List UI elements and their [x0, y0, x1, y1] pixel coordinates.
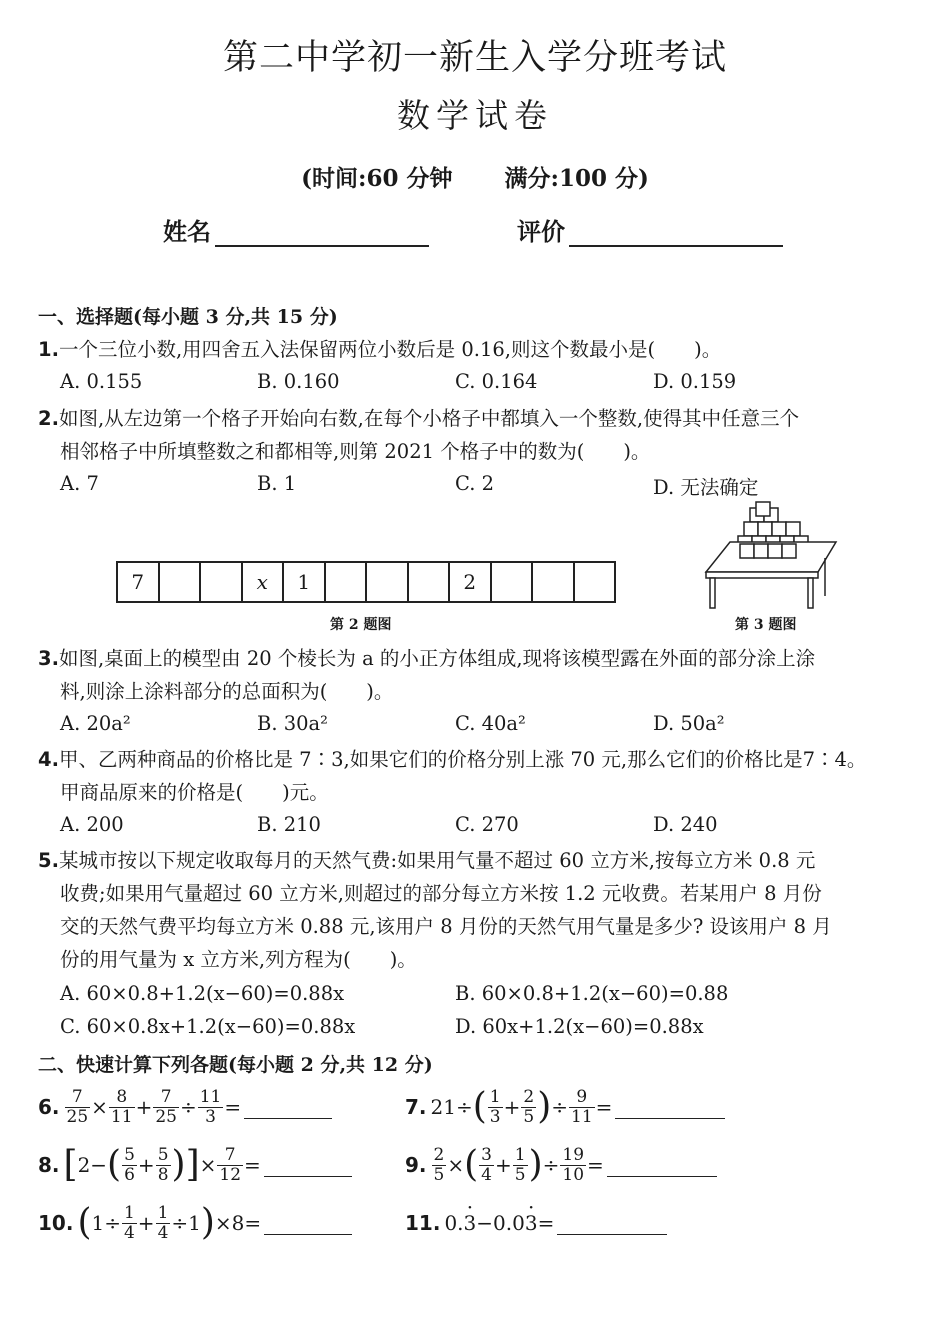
grid-cell: [575, 563, 615, 601]
question-10: 10. ( 1÷ $\frac{1}{4}$ + $\frac{1}{4}$ ÷1 ) ×8=: [38, 1198, 352, 1248]
score-blank[interactable]: [569, 217, 783, 247]
q7-number: 7.: [405, 1095, 427, 1119]
question-9: 9. $\frac{2}{5}$ × ( $\frac{3}{4}$ + $\frac{1}{5}$ ) ÷ $\frac{19}{10}$ =: [405, 1140, 717, 1190]
grid-cell: 1: [284, 563, 326, 601]
cube-table-figure: [700, 500, 840, 612]
q2-line-1: 如图,从左边第一个格子开始向右数,在每个小格子中都填入一个整数,使得其中任意三个: [58, 407, 800, 430]
q3-line-1: 如图,桌面上的模型由 20 个棱长为 a 的小正方体组成,现将该模型露在外面的部分涂上涂: [58, 647, 816, 670]
q4-option-b: B. 210: [257, 813, 321, 836]
q1-number: 1.: [38, 338, 59, 361]
q4-option-c: C. 270: [455, 813, 519, 836]
name-field: [163, 212, 429, 247]
section-2-title: 二、快速计算下列各题(每小题 2 分,共 12 分): [38, 1054, 433, 1076]
q10-answer-blank[interactable]: [264, 1212, 352, 1235]
grid-cell: 7: [118, 563, 160, 601]
section-1-title: 一、选择题(每小题 3 分,共 15 分): [38, 306, 338, 328]
q4-option-a: A. 200: [60, 813, 124, 836]
q2-option-d: D. 无法确定: [653, 476, 759, 499]
q4-number: 4.: [38, 748, 59, 771]
grid-cell: [492, 563, 534, 601]
grid-cell: [160, 563, 202, 601]
q5-line-2: 收费;如果用气量超过 60 立方米,则超过的部分每立方米按 1.2 元收费。若某用户 8 月份: [60, 882, 822, 905]
name-blank[interactable]: [215, 217, 429, 247]
q3-number: 3.: [38, 647, 59, 670]
q1-option-a: A. 0.155: [60, 370, 143, 393]
question-2: [38, 403, 799, 435]
q3-line-2: 料,则涂上涂料部分的总面积为( )。: [60, 680, 394, 703]
exam-title: 第二中学初一新生入学分班考试: [222, 38, 727, 78]
q7-answer-blank[interactable]: [615, 1096, 725, 1119]
q4-option-d: D. 240: [653, 813, 718, 836]
q2-option-a: A. 7: [60, 472, 99, 495]
q2-number: 2.: [38, 407, 59, 430]
name-label: 姓名: [163, 217, 211, 246]
q11-answer-blank[interactable]: [557, 1212, 667, 1235]
question-8: 8. [ 2− ( $\frac{5}{6}$ + $\frac{5}{8}$ ) ] × $\frac{7}{12}$ =: [38, 1140, 352, 1190]
grid-cell: [367, 563, 409, 601]
question-3: [38, 643, 815, 675]
question-7: 7. 21÷ ( $\frac{1}{3}$ + $\frac{2}{5}$ ) ÷ $\frac{9}{11}$ =: [405, 1082, 725, 1132]
grid-cell: [533, 563, 575, 601]
question-6: 6. $\frac{7}{25}$ × $\frac{8}{11}$ + $\frac{7}{25}$ ÷ $\frac{11}{3}$ =: [38, 1082, 332, 1132]
q1-text: 一个三位小数,用四舍五入法保留两位小数后是 0.16,则这个数最小是( )。: [58, 338, 722, 361]
q4-line-1: 甲、乙两种商品的价格比是 7∶3,如果它们的价格分别上涨 70 元,那么它们的价格比是7∶4。: [58, 748, 867, 771]
exam-info: [0, 160, 950, 193]
question-4: [38, 744, 866, 776]
score-label: 评价: [517, 217, 565, 246]
q9-number: 9.: [405, 1153, 427, 1177]
q5-line-1: 某城市按以下规定收取每月的天然气费:如果用气量不超过 60 立方米,按每立方米 0.8 元: [58, 849, 816, 872]
figure-2-caption: 第 2 题图: [330, 617, 392, 633]
q1-option-d: D. 0.159: [653, 370, 737, 393]
q2-number-grid: [116, 561, 616, 603]
q5-number: 5.: [38, 849, 59, 872]
q2-option-b: B. 1: [257, 472, 297, 495]
q6-number: 6.: [38, 1095, 60, 1119]
time-limit: (时间:60 分钟: [301, 165, 453, 192]
q5-line-4: 份的用气量为 x 立方米,列方程为( )。: [60, 948, 417, 971]
score-field: [517, 212, 783, 247]
q5-option-c: C. 60×0.8x+1.2(x−60)=0.88x: [60, 1015, 356, 1038]
q9-answer-blank[interactable]: [607, 1154, 717, 1177]
q1-option-b: B. 0.160: [257, 370, 340, 393]
full-score: 满分:100 分): [504, 165, 649, 192]
q2-line-2: 相邻格子中所填整数之和都相等,则第 2021 个格子中的数为( )。: [60, 440, 651, 463]
q11-number: 11.: [405, 1211, 441, 1235]
q4-line-2: 甲商品原来的价格是( )元。: [60, 781, 329, 804]
grid-cell: [326, 563, 368, 601]
q3-option-d: D. 50a²: [653, 712, 725, 735]
q8-number: 8.: [38, 1153, 60, 1177]
q10-number: 10.: [38, 1211, 74, 1235]
q8-answer-blank[interactable]: [264, 1154, 352, 1177]
question-11: 11. 0. 3 · −0.0 3 · =: [405, 1198, 667, 1248]
q5-line-3: 交的天然气费平均每立方米 0.88 元,该用户 8 月份的天然气用气量是多少? 设该用户 8 月: [60, 915, 832, 938]
question-1: [38, 334, 721, 366]
q6-answer-blank[interactable]: [244, 1096, 332, 1119]
q2-option-c: C. 2: [455, 472, 495, 495]
q3-option-a: A. 20a²: [60, 712, 131, 735]
q5-option-b: B. 60×0.8+1.2(x−60)=0.88: [455, 982, 729, 1005]
grid-cell: x: [243, 563, 285, 601]
q5-option-d: D. 60x+1.2(x−60)=0.88x: [455, 1015, 704, 1038]
q3-option-c: C. 40a²: [455, 712, 526, 735]
question-5: [38, 845, 815, 877]
q5-option-a: A. 60×0.8+1.2(x−60)=0.88x: [60, 982, 345, 1005]
grid-cell: [201, 563, 243, 601]
grid-cell: [409, 563, 451, 601]
q3-option-b: B. 30a²: [257, 712, 328, 735]
grid-cell: 2: [450, 563, 492, 601]
q1-option-c: C. 0.164: [455, 370, 538, 393]
exam-subtitle: 数学试卷: [397, 96, 553, 135]
figure-3-caption: 第 3 题图: [735, 617, 797, 633]
